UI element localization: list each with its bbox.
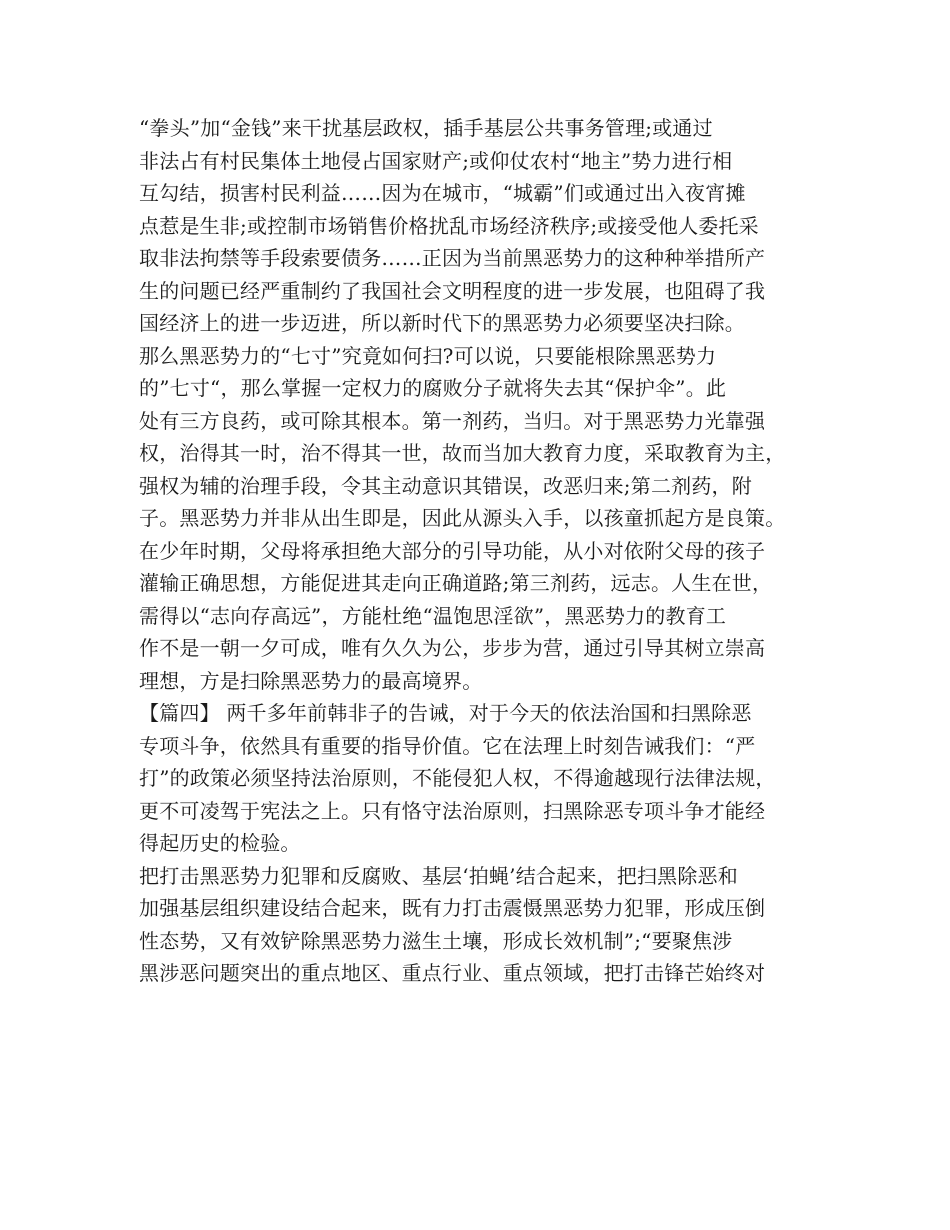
text-line: 那么黑恶势力的“七寸”究竟如何扫?可以说，只要能根除黑恶势力 [139,343,717,368]
text-line: 更不可凌驾于宪法之上。只有恪守法治原则，扫黑除恶专项斗争才能经 [139,798,766,823]
text-line: 的”七寸“，那么掌握一定权力的腐败分子就将失去其“保护伞”。此 [139,376,727,400]
text-line: 国经济上的进一步迈进，所以新时代下的黑恶势力必须要坚决扫除。 [139,311,745,335]
text-line: 互勾结，损害村民利益……因为在城市，“城霸”们或通过出入夜宵摊 [139,181,746,205]
text-line: 需得以“志向存高远”，方能杜绝“温饱思淫欲”，黑恶势力的教育工 [139,603,727,628]
text-line: 性态势，又有效铲除黑恶势力滋生土壤，形成长效机制”;“要聚焦涉 [139,928,733,953]
text-line: 强权为辅的治理手段，令其主动意识其错误，改恶归来;第二剂药，附 [139,473,752,498]
text-line: 生的问题已经严重制约了我国社会文明程度的进一步发展，也阻碍了我 [139,278,766,303]
text-line: 打”的政策必须坚持法治原则，不能侵犯人权，不得逾越现行法律法规， [139,766,776,790]
text-line: 在少年时期，父母将承担绝大部分的引导功能，从小对依附父母的孩子 [139,538,766,563]
text-line: 权，治得其一时，治不得其一世，故而当加大教育力度，采取教育为主， [139,441,786,465]
text-line: 黑涉恶问题突出的重点地区、重点行业、重点领域，把打击锋芒始终对 [139,961,766,985]
text-line: 取非法拘禁等手段索要债务……正因为当前黑恶势力的这种种举措所产 [139,246,766,270]
text-line: 非法占有村民集体土地侵占国家财产;或仰仗农村“地主”势力进行相 [139,148,733,173]
text-line: 把打击黑恶势力犯罪和反腐败、基层‘拍蝇’结合起来，把扫黑除恶和 [139,863,738,888]
text-line: 点惹是生非;或控制市场销售价格扰乱市场经济秩序;或接受他人委托采 [139,213,759,238]
text-line: 理想，方是扫除黑恶势力的最高境界。 [139,668,483,693]
text-line: 【篇四】 两千多年前韩非子的告诫，对于今天的依法治国和扫黑除恶 [139,701,752,725]
text-line: 灌输正确思想，方能促进其走向正确道路;第三剂药，远志。人生在世， [139,571,773,595]
text-line: 得起历史的检验。 [139,831,301,855]
text-line: 专项斗争，依然具有重要的指导价值。它在法理上时刻告诫我们：“严 [139,733,756,758]
text-line: “拳头”加“金钱”来干扰基层政权，插手基层公共事务管理;或通过 [139,116,713,140]
text-line: 作不是一朝一夕可成，唯有久久为公，步步为营，通过引导其树立崇高 [139,636,766,660]
text-line: 处有三方良药，或可除其根本。第一剂药，当归。对于黑恶势力光靠强 [139,408,766,433]
text-line: 子。黑恶势力并非从出生即是，因此从源头入手，以孩童抓起方是良策。 [139,506,786,530]
text-line: 加强基层组织建设结合起来，既有力打击震慑黑恶势力犯罪，形成压倒 [139,896,766,920]
body-text [139,112,829,990]
